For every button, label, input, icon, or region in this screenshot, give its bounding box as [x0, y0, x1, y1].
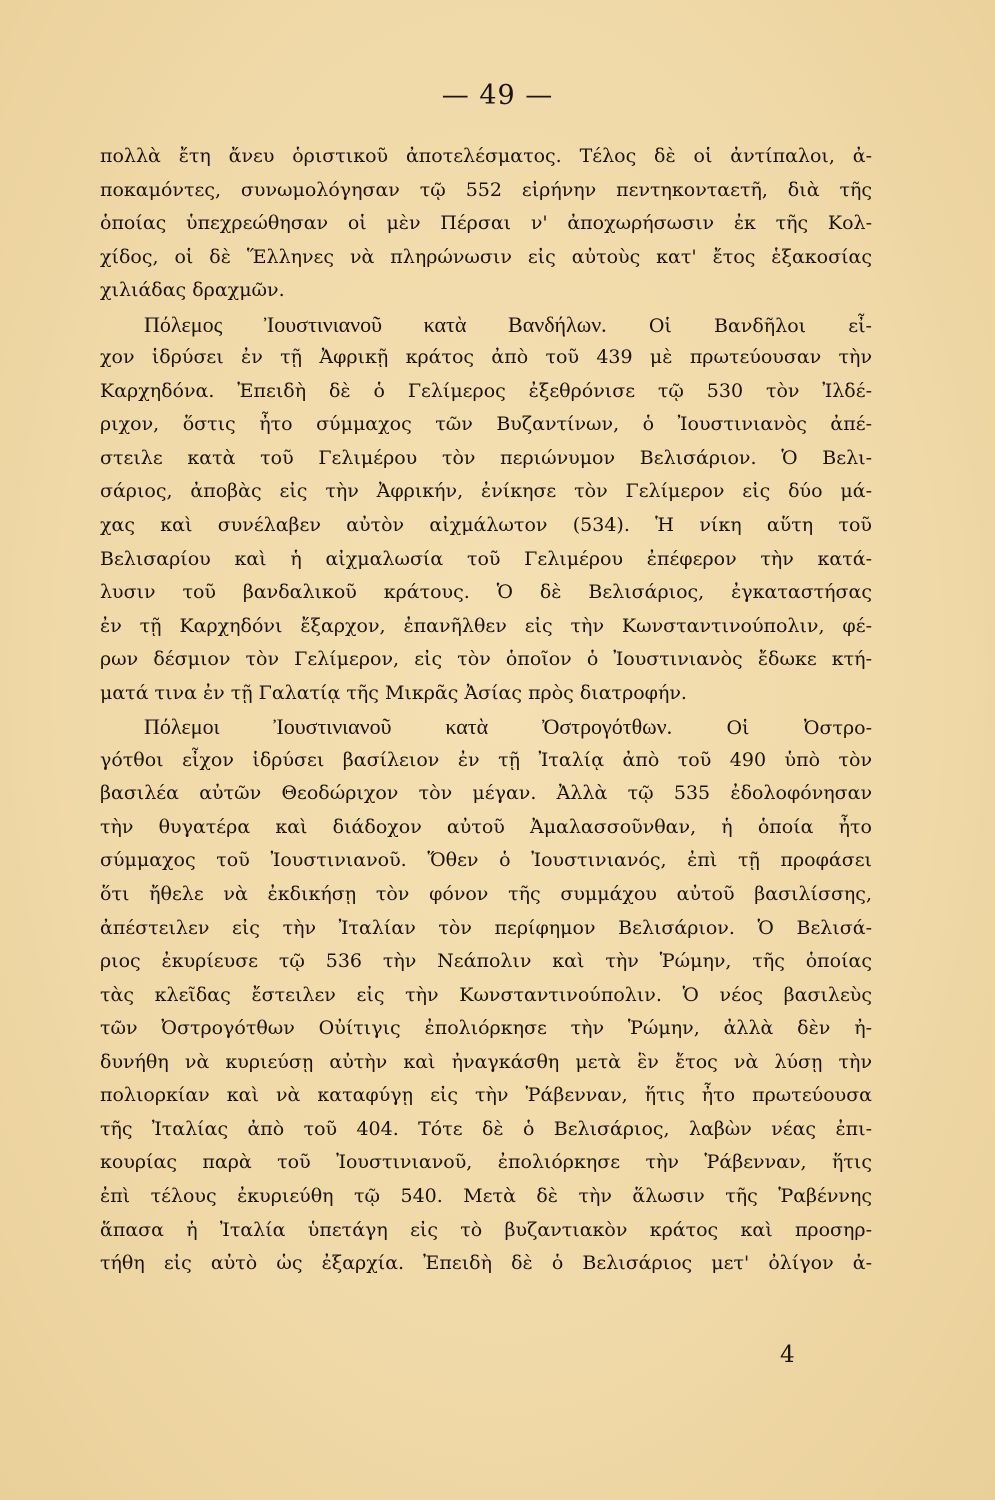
text-line — [100, 1214, 872, 1248]
section-heading: Πόλεμος Ἰουστινιανοῦ κατὰ Βανδήλων. — [144, 311, 607, 337]
line-text: ριος ἐκυρίευσε τῷ 536 τὴν Νεάπολιν καὶ τὴν Ῥώμην, τῆς ὁποίας — [100, 950, 872, 973]
text-line — [100, 274, 872, 308]
page-body-text — [100, 140, 872, 1281]
line-text: τῶν Ὀστρογότθων Οὐίτιγις ἐπολιόρκησε τὴν Ῥώμην, ἀλλὰ δὲν ἠ- — [100, 1017, 872, 1040]
text-line — [100, 475, 872, 509]
line-text: στειλε κατὰ τοῦ Γελιμέρου τὸν περιώνυμον Βελισάριον. Ὁ Βελι- — [100, 446, 872, 469]
text-line — [100, 1180, 872, 1214]
line-text: κουρίας παρὰ τοῦ Ἰουστινιανοῦ, ἐπολιόρκησε τὴν Ῥάβενναν, ἥτις — [100, 1151, 872, 1174]
text-line — [100, 610, 872, 644]
text-line — [100, 241, 872, 275]
line-text: δυνήθη νὰ κυριεύσῃ αὐτὴν καὶ ἠναγκάσθη μετὰ ἓν ἔτος νὰ λύσῃ τὴν — [100, 1050, 872, 1073]
text-line — [100, 543, 872, 577]
line-text: χιλιάδας δραχμῶν. — [100, 279, 285, 302]
text-line — [100, 509, 872, 543]
line-text: ἀπέστειλεν εἰς τὴν Ἰταλίαν τὸν περίφημον Βελισάριον. Ὁ Βελισά- — [100, 916, 872, 939]
text-line — [100, 1046, 872, 1080]
page-number: — 49 — — [441, 80, 554, 111]
line-text: πολιορκίαν καὶ νὰ καταφύγῃ εἰς τὴν Ῥάβενναν, ἥτις ἦτο πρωτεύουσα — [100, 1084, 872, 1107]
line-text: Καρχηδόνα. Ἐπειδὴ δὲ ὁ Γελίμερος ἐξεθρόνισε τῷ 530 τὸν Ἰλδέ- — [100, 379, 872, 402]
line-text: ματά τινα ἐν τῇ Γαλατίᾳ τῆς Μικρᾶς Ἀσίας πρὸς διατροφήν. — [100, 681, 687, 704]
text-line — [100, 945, 872, 979]
line-text: Οἱ Βανδῆλοι εἶ- — [606, 314, 872, 337]
text-line — [100, 677, 872, 711]
printer-signature-mark: 4 — [780, 1342, 795, 1368]
text-line — [100, 1247, 872, 1281]
line-text: ἐν τῇ Καρχηδόνι ἔξαρχον, ἐπανῆλθεν εἰς τὴν Κωνσταντινούπολιν, φέ- — [100, 614, 872, 637]
line-text: τὰς κλεῖδας ἔστειλεν εἰς τὴν Κωνσταντινούπολιν. Ὁ νέος βασιλεὺς — [100, 983, 872, 1006]
text-line — [100, 912, 872, 946]
line-text: ἅπασα ἡ Ἰταλία ὑπετάγη εἰς τὸ βυζαντιακὸν κράτος καὶ προσηρ- — [100, 1218, 872, 1241]
line-text: χον ἱδρύσει ἐν τῇ Ἀφρικῇ κράτος ἀπὸ τοῦ 439 μὲ πρωτεύουσαν τὴν — [100, 346, 872, 369]
line-text: ρων δέσμιον τὸν Γελίμερον, εἰς τὸν ὁποῖον ὁ Ἰουστινιανὸς ἔδωκε κτή- — [100, 648, 872, 671]
line-text: σάριος, ἀποβὰς εἰς τὴν Ἀφρικήν, ἐνίκησε τὸν Γελίμερον εἰς δύο μά- — [100, 480, 872, 503]
line-text: τῆς Ἰταλίας ἀπὸ τοῦ 404. Τότε δὲ ὁ Βελισάριος, λαβὼν νέας ἐπι- — [100, 1117, 872, 1140]
line-text: ἐπὶ τέλους ἐκυριεύθη τῷ 540. Μετὰ δὲ τὴν ἅλωσιν τῆς Ῥαβέννης — [100, 1184, 872, 1207]
line-text: σύμμαχος τοῦ Ἰουστινιανοῦ. Ὅθεν ὁ Ἰουστινιανός, ἐπὶ τῇ προφάσει — [100, 849, 872, 872]
text-line — [100, 878, 872, 912]
line-text: Βελισαρίου καὶ ἡ αἰχμαλωσία τοῦ Γελιμέρου ἐπέφερον τὴν κατά- — [100, 547, 872, 570]
line-text: ποκαμόντες, συνωμολόγησαν τῷ 552 εἰρήνην πεντηκονταετῆ, διὰ τῆς — [100, 178, 872, 201]
line-text: χας καὶ συνέλαβεν αὐτὸν αἰχμάλωτον (534). Ἡ νίκη αὕτη τοῦ — [100, 514, 872, 537]
line-text: ὁποίας ὑπεχρεώθησαν οἱ μὲν Πέρσαι ν' ἀποχωρήσωσιν ἐκ τῆς Κολ- — [100, 212, 872, 235]
text-line — [100, 576, 872, 610]
text-line — [100, 375, 872, 409]
line-text: λυσιν τοῦ βανδαλικοῦ κράτους. Ὁ δὲ Βελισάριος, ἐγκαταστήσας — [100, 581, 872, 604]
text-line — [100, 341, 872, 375]
line-text: ριχον, ὅστις ἦτο σύμμαχος τῶν Βυζαντίνων, ὁ Ἰουστινιανὸς ἀπέ- — [100, 413, 872, 436]
section-heading-line — [100, 710, 872, 744]
section-heading-line — [100, 308, 872, 342]
line-text: γότθοι εἶχον ἱδρύσει βασίλειον ἐν τῇ Ἰταλίᾳ ἀπὸ τοῦ 490 ὑπὸ τὸν — [100, 748, 872, 771]
line-text: χίδος, οἱ δὲ Ἕλληνες νὰ πληρώνωσιν εἰς αὐτοὺς κατ' ἔτος ἑξακοσίας — [100, 245, 872, 268]
text-line — [100, 1146, 872, 1180]
line-text: τὴν θυγατέρα καὶ διάδοχον αὐτοῦ Ἀμαλασσοῦνθαν, ἡ ὁποία ἦτο — [100, 815, 872, 838]
text-line — [100, 979, 872, 1013]
line-text: βασιλέα αὐτῶν Θεοδώριχον τὸν μέγαν. Ἀλλὰ τῷ 535 ἐδολοφόνησαν — [100, 782, 872, 805]
line-text: Οἱ Ὀστρο- — [672, 717, 872, 740]
text-line — [100, 207, 872, 241]
text-line — [100, 1012, 872, 1046]
text-line — [100, 777, 872, 811]
text-line — [100, 811, 872, 845]
text-line — [100, 1079, 872, 1113]
section-heading: Πόλεμοι Ἰουστινιανοῦ κατὰ Ὀστρογότθων. — [144, 714, 673, 740]
text-line — [100, 643, 872, 677]
text-line — [100, 408, 872, 442]
line-text: ὅτι ἤθελε νὰ ἐκδικήσῃ τὸν φόνον τῆς συμμάχου αὐτοῦ βασιλίσσης, — [100, 883, 872, 906]
text-line — [100, 744, 872, 778]
line-text: πολλὰ ἔτη ἄνευ ὁριστικοῦ ἀποτελέσματος. Τέλος δὲ οἱ ἀντίπαλοι, ἀ- — [100, 145, 872, 167]
text-line — [100, 174, 872, 208]
text-line — [100, 140, 872, 174]
text-line — [100, 1113, 872, 1147]
text-line — [100, 844, 872, 878]
line-text: τήθη εἰς αὐτὸ ὡς ἐξαρχία. Ἐπειδὴ δὲ ὁ Βελισάριος μετ' ὀλίγον ἀ- — [100, 1252, 872, 1275]
text-line — [100, 442, 872, 476]
